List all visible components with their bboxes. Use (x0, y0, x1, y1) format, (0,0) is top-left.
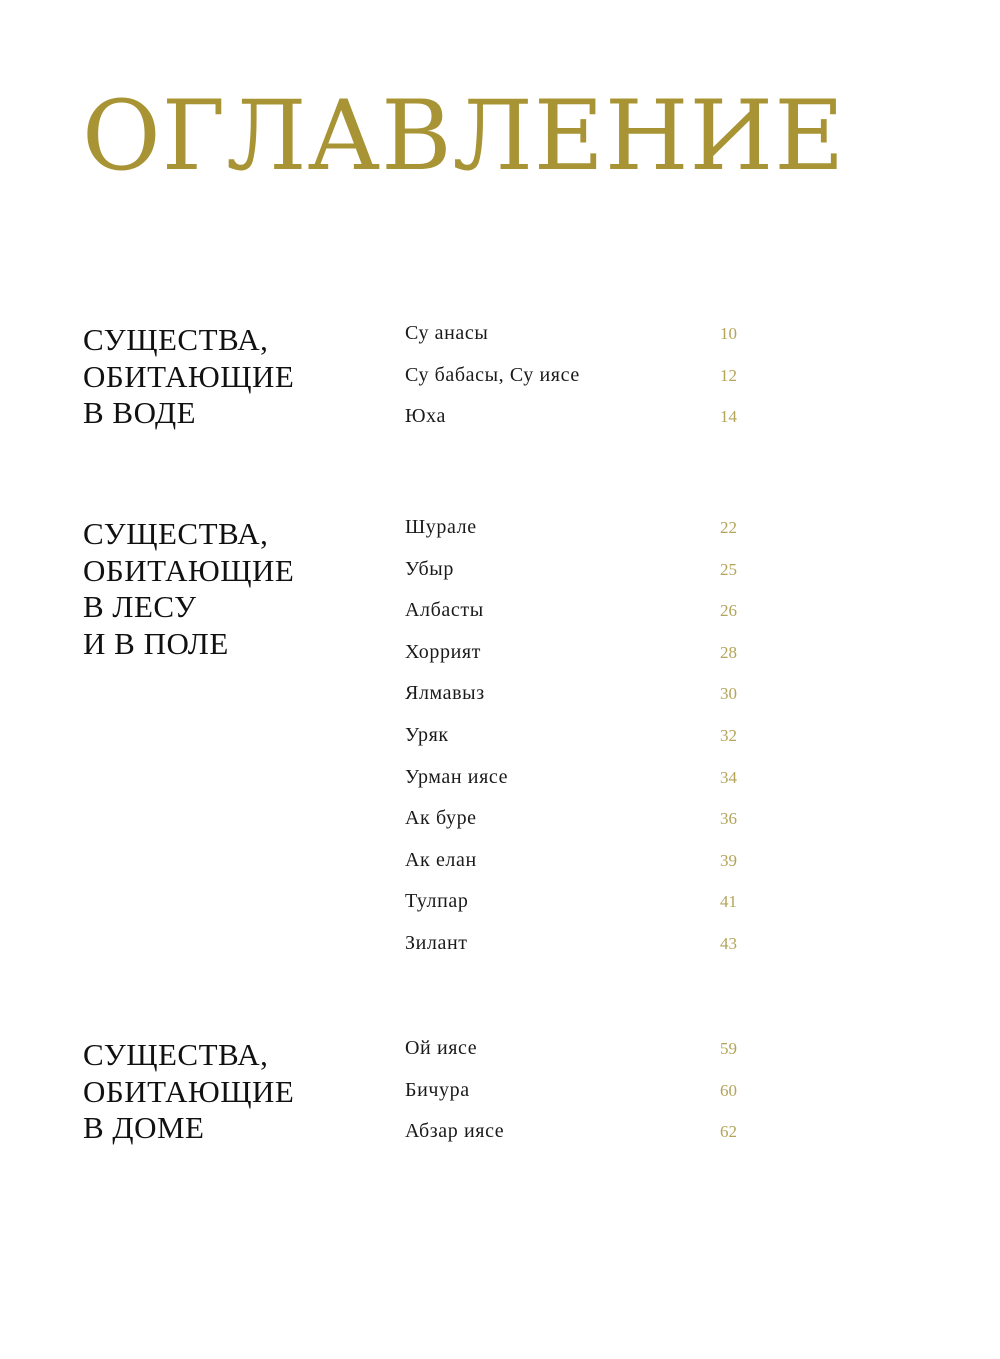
entry-title: Шурале (405, 516, 477, 538)
entry-page-number: 22 (720, 518, 737, 537)
entry-page-number: 10 (720, 324, 737, 343)
entry-page-number: 59 (720, 1039, 737, 1058)
entry-page-number: 60 (720, 1080, 737, 1100)
toc-entry[interactable] (405, 1079, 750, 1121)
section-heading-line: ОБИТАЮЩИЕ (83, 358, 295, 394)
entry-page-number: 39 (720, 850, 737, 870)
toc-entry[interactable] (405, 599, 750, 641)
entry-title: Ой иясе (405, 1037, 478, 1059)
entry-page-number: 14 (720, 407, 737, 427)
section-heading-line: СУЩЕСТВА, (83, 322, 269, 357)
entry-title: Зилант (405, 931, 468, 954)
toc-entry[interactable] (405, 932, 750, 974)
toc-entry[interactable] (405, 766, 750, 808)
entry-page-number: 41 (720, 892, 737, 912)
entry-page-number: 12 (720, 365, 737, 385)
section-heading-line: ОБИТАЮЩИЕ (83, 552, 295, 588)
toc-entry[interactable] (405, 890, 750, 932)
toc-entry[interactable] (405, 1120, 750, 1162)
toc-entry[interactable] (405, 1037, 750, 1079)
entry-page-number: 25 (720, 559, 737, 579)
page-title: ОГЛАВЛЕНИЕ (82, 80, 846, 192)
entry-page-number: 28 (720, 642, 737, 662)
section-heading (83, 1037, 294, 1147)
entry-title: Су бабасы, Су иясе (405, 363, 580, 386)
section-heading (83, 322, 294, 432)
section-heading-line: В ЛЕСУ (83, 589, 197, 624)
toc-entry-list (405, 322, 750, 447)
toc-entry[interactable] (405, 807, 750, 849)
toc-entry[interactable] (405, 558, 750, 600)
toc-entry-list (405, 1037, 750, 1162)
entry-page-number: 34 (720, 767, 737, 787)
section-heading-line: И В ПОЛЕ (83, 625, 229, 661)
section-heading-line: СУЩЕСТВА, (83, 1037, 269, 1072)
section-heading-line: В ДОМЕ (83, 1110, 205, 1145)
section-heading-line: СУЩЕСТВА, (83, 516, 269, 551)
toc-entry[interactable] (405, 516, 750, 558)
entry-title: Юха (405, 405, 446, 428)
section-heading (83, 516, 294, 662)
entry-title: Ак буре (405, 807, 477, 830)
toc-entry[interactable] (405, 364, 750, 406)
entry-page-number: 43 (720, 933, 737, 953)
entry-page-number: 32 (720, 725, 737, 745)
toc-entry[interactable] (405, 641, 750, 683)
entry-title: Хоррият (405, 640, 482, 663)
entry-title: Ялмавыз (405, 682, 485, 705)
entry-title: Тулпар (405, 890, 469, 913)
entry-page-number: 30 (720, 684, 737, 704)
entry-title: Су анасы (405, 322, 489, 344)
entry-title: Уряк (405, 723, 449, 746)
section-heading-line: ОБИТАЮЩИЕ (83, 1073, 295, 1109)
toc-entry-list (405, 516, 750, 974)
entry-title: Ак елан (405, 848, 477, 871)
entry-title: Бичура (405, 1078, 470, 1101)
entry-title: Абзар иясе (405, 1120, 505, 1143)
toc-entry[interactable] (405, 405, 750, 447)
entry-title: Убыр (405, 557, 454, 580)
entry-title: Урман иясе (405, 765, 509, 788)
toc-entry[interactable] (405, 724, 750, 766)
entry-page-number: 26 (720, 601, 737, 621)
toc-entry[interactable] (405, 322, 750, 364)
toc-entry[interactable] (405, 682, 750, 724)
section-heading-line: В ВОДЕ (83, 395, 197, 430)
entry-page-number: 36 (720, 809, 737, 829)
entry-page-number: 62 (720, 1122, 737, 1142)
entry-title: Албасты (405, 599, 484, 622)
toc-entry[interactable] (405, 849, 750, 891)
